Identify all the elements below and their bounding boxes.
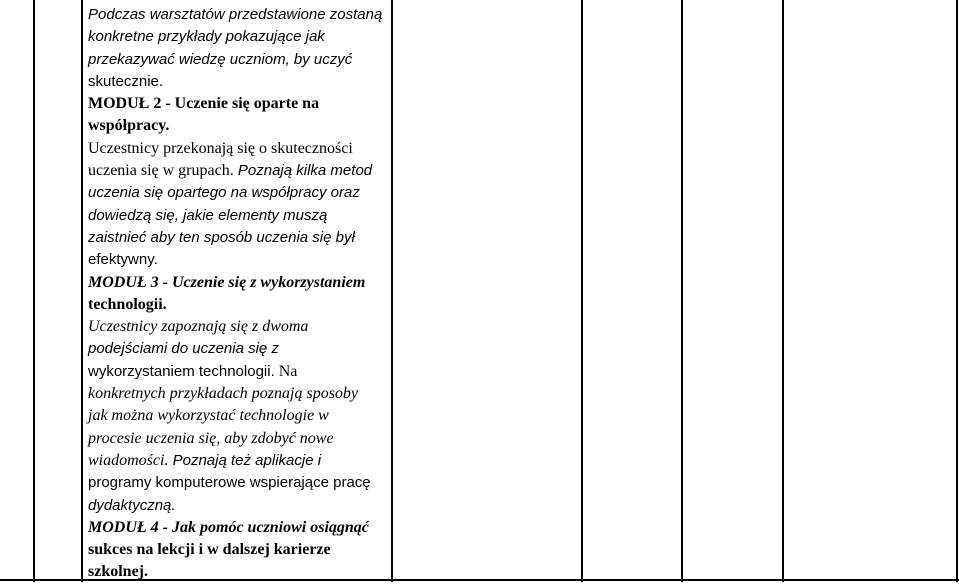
cell-text-line: konkretnych przykładach poznają sposoby — [88, 385, 359, 403]
cell-text-line: dowiedzą się, jakie elementy muszą — [88, 206, 328, 224]
cell-text-segment: uczenia się w grupach. — [88, 162, 234, 180]
cell-text-segment: Na — [274, 362, 298, 380]
table-border-col4 — [681, 0, 683, 582]
cell-text-segment: Poznają też aplikacje i — [168, 451, 322, 469]
cell-text-segment: wiadomości. — [88, 451, 169, 469]
table-border-right — [956, 0, 958, 582]
cell-text-line: zaistnieć aby ten sposób uczenia się był — [88, 228, 355, 246]
cell-text-segment: wykorzystaniem technologii. — [88, 362, 275, 380]
cell-text-line: uczenia się opartego na współpracy oraz — [88, 184, 360, 202]
cell-text-line: skutecznie. — [88, 72, 164, 90]
table-border-left — [33, 0, 35, 582]
module-heading: sukces na lekcji i w dalszej karierze — [88, 541, 331, 559]
module-heading: MODUŁ 3 - Uczenie się z wykorzystaniem — [88, 273, 366, 291]
module-heading: MODUŁ 2 - Uczenie się oparte na — [88, 95, 320, 113]
cell-text-segment: Poznają kilka metod — [233, 162, 373, 180]
table-cell-description — [88, 4, 388, 584]
cell-text-line: Uczestnicy przekonają się o skuteczności — [88, 139, 353, 157]
cell-text-line — [88, 450, 388, 472]
cell-text-line: jak można wykorzystać technologie w — [88, 407, 329, 425]
cell-text-line — [88, 160, 388, 182]
cell-text-line: efektywny. — [88, 251, 158, 269]
module-heading: szkolnej. — [88, 563, 148, 581]
cell-text-line: Uczestnicy zapoznają się z dwoma — [88, 318, 309, 336]
module-heading: technologii. — [88, 295, 167, 313]
cell-text-line — [88, 361, 388, 383]
cell-text-line: konkretne przykłady pokazujące jak — [88, 28, 325, 46]
cell-text-line: procesie uczenia się, aby zdobyć nowe — [88, 429, 334, 447]
table-border-col3 — [581, 0, 583, 582]
cell-text-line: przekazywać wiedzę uczniom, by uczyć — [88, 50, 353, 68]
table-border-col5 — [782, 0, 784, 582]
cell-text-line: podejściami do uczenia się z — [88, 340, 279, 358]
cell-text-line: Podczas warsztatów przedstawione zostaną — [88, 6, 383, 23]
table-border-col2 — [391, 0, 393, 582]
cell-text-line: programy komputerowe wspierające pracę — [88, 474, 371, 492]
module-heading: współpracy. — [88, 117, 170, 135]
module-heading: MODUŁ 4 - Jak pomóc uczniowi osiągnąć — [88, 518, 369, 536]
cell-text-line: dydaktyczną. — [88, 496, 176, 514]
table-border-col1 — [81, 0, 83, 582]
